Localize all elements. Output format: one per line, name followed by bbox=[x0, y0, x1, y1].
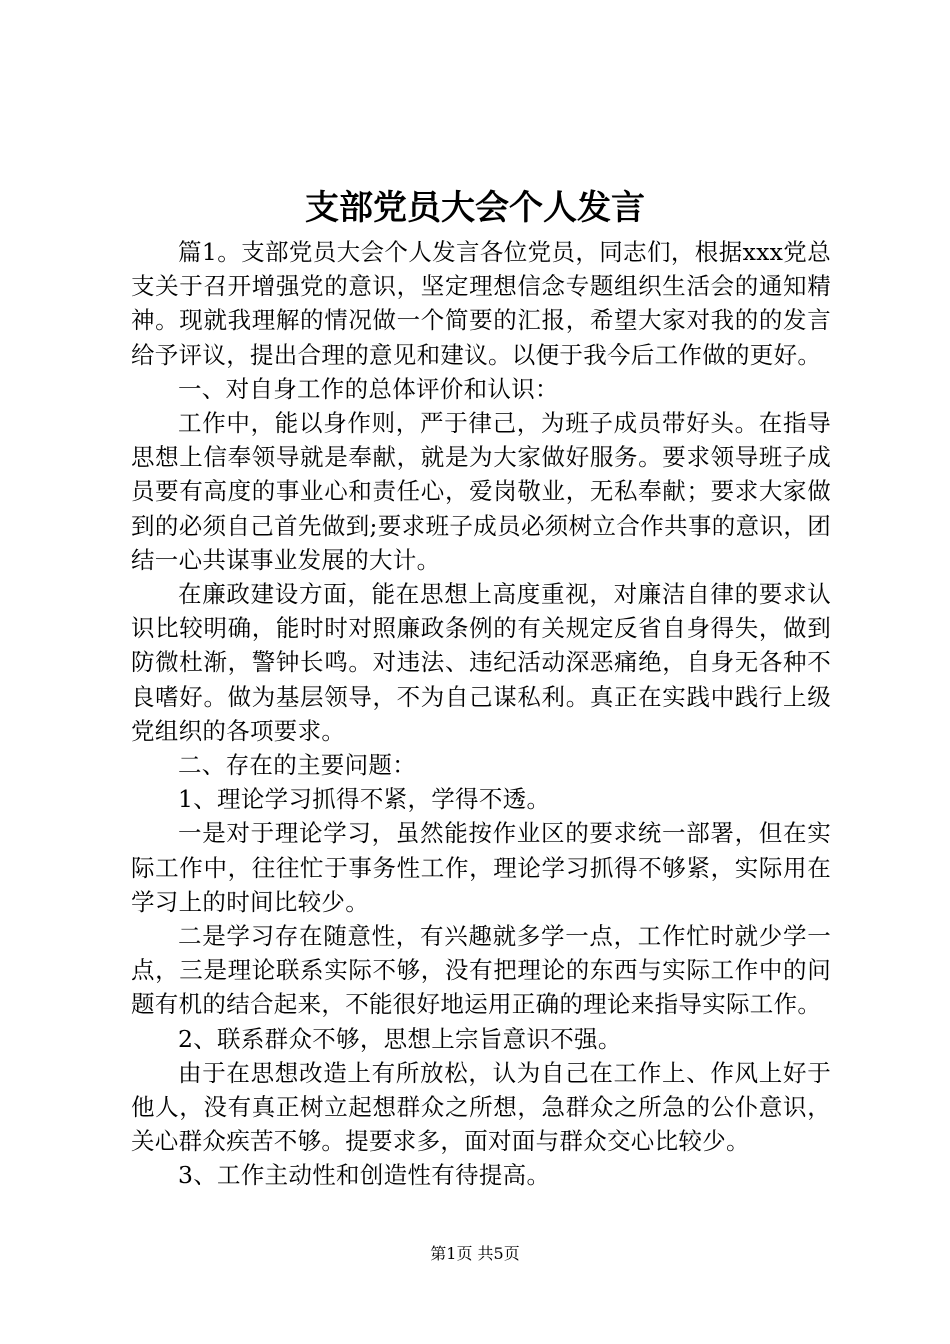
paragraph-theory-two: 二是学习存在随意性，有兴趣就多学一点，工作忙时就少学一点，三是理论联系实际不够，没有把理论的东西与实际工作中的问题有机的结合起来，不能很好地运用正确的理论来指导实际工作。 bbox=[131, 922, 831, 1019]
paragraph-work: 工作中，能以身作则，严于律己，为班子成员带好头。在指导思想上信奉领导就是奉献，就是为大家做好服务。要求领导班子成员要有高度的事业心和责任心，爱岗敬业，无私奉献；要求大家做到的必须自己首先做到;要求班子成员必须树立合作共事的意识，团结一心共谋事业发展的大计。 bbox=[131, 409, 831, 574]
paragraph-masses: 由于在思想改造上有所放松，认为自己在工作上、作风上好于他人，没有真正树立起想群众之所想，急群众之所急的公仆意识，关心群众疾苦不够。提要求多，面对面与群众交心比较少。 bbox=[131, 1058, 831, 1156]
subheading-theory-study: 1、理论学习抓得不紧，学得不透。 bbox=[178, 785, 551, 814]
subheading-masses: 2、联系群众不够，思想上宗旨意识不强。 bbox=[178, 1024, 622, 1053]
subheading-initiative: 3、工作主动性和创造性有待提高。 bbox=[178, 1161, 551, 1190]
document-body bbox=[131, 235, 831, 1193]
heading-main-problems: 二、存在的主要问题： bbox=[178, 751, 416, 780]
paragraph-integrity: 在廉政建设方面，能在思想上高度重视，对廉洁自律的要求认识比较明确，能时时对照廉政条例的有关规定反省自身得失，做到防微杜渐，警钟长鸣。对违法、违纪活动深恶痛绝，自身无各种不良嗜好。做为基层领导，不为自己谋私利。真正在实践中践行上级党组织的各项要求。 bbox=[131, 580, 831, 745]
heading-self-evaluation: 一、对自身工作的总体评价和认识： bbox=[178, 374, 559, 403]
page-footer: 第1页 共5页 bbox=[430, 1244, 520, 1263]
paragraph-intro: 篇1。支部党员大会个人发言各位党员，同志们，根据xxx党总支关于召开增强党的意识，坚定理想信念专题组织生活会的通知精神。现就我理解的情况做一个简要的汇报，希望大家对我的的发言给予评议，提出合理的意见和建议。以便于我今后工作做的更好。 bbox=[131, 238, 831, 369]
paragraph-theory-one: 一是对于理论学习，虽然能按作业区的要求统一部署，但在实际工作中，往往忙于事务性工作，理论学习抓得不够紧，实际用在学习上的时间比较少。 bbox=[131, 819, 831, 916]
document-title: 支部党员大会个人发言 bbox=[305, 188, 645, 228]
